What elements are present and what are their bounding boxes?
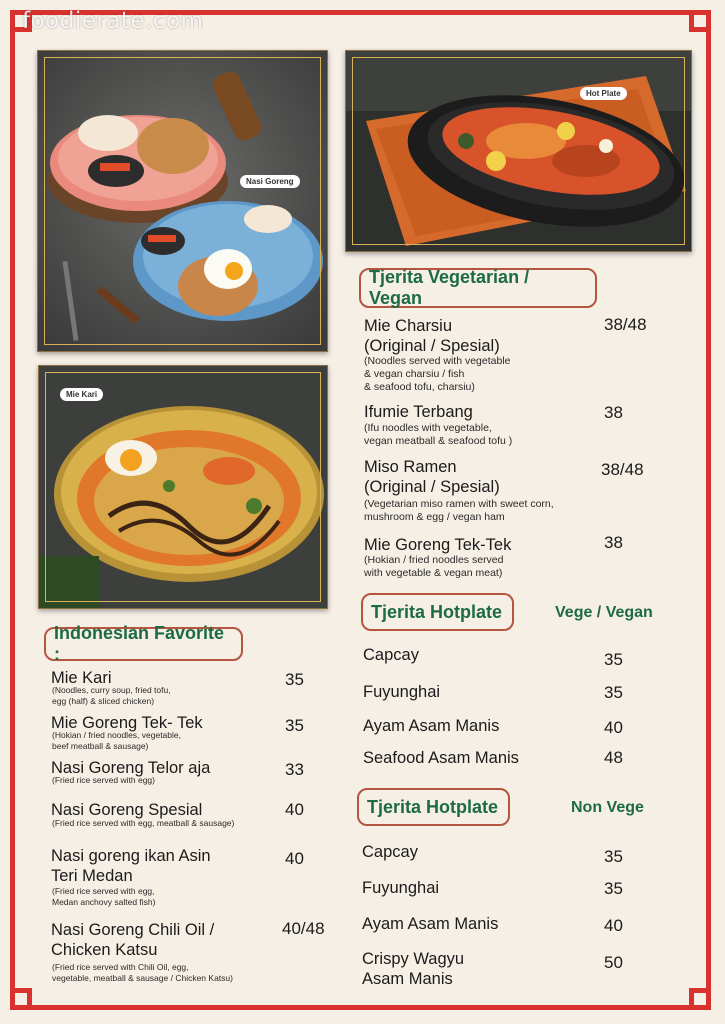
menu-item-price: 33	[285, 760, 304, 779]
menu-item-name: Ifumie Terbang	[364, 403, 473, 421]
menu-item-price: 35	[604, 847, 623, 866]
menu-item-name: Mie Kari	[51, 669, 112, 687]
hot-plate-photo	[345, 50, 692, 252]
menu-item-description: (Fried rice served with egg)	[52, 775, 155, 785]
mie-kari-photo	[38, 365, 328, 609]
menu-item-price: 40/48	[282, 919, 325, 938]
menu-item-description: (Fried rice served with egg, meatball & sausage)	[52, 818, 235, 828]
menu-item-price: 35	[604, 683, 623, 702]
hotplate-vege-title: Tjerita Hotplate	[361, 593, 514, 631]
menu-item-name: Crispy Wagyu Asam Manis	[362, 950, 465, 988]
menu-item-price: 40	[604, 916, 623, 935]
menu-item-description: (Hokian / fried noodles, vegetable, beef meatball & sausage)	[52, 730, 181, 751]
corner-ornament	[10, 988, 32, 1010]
menu-item-name: Capcay	[363, 646, 419, 664]
watermark: foodierate.com	[22, 8, 204, 34]
menu-item-description: (Ifu noodles with vegetable, vegan meatball & seafood tofu )	[364, 422, 513, 447]
menu-item-price: 38	[604, 533, 623, 552]
menu-item-name: Miso Ramen (Original / Spesial)	[364, 458, 500, 496]
corner-ornament	[689, 988, 711, 1010]
vege-vegan-label: Vege / Vegan	[555, 604, 653, 621]
mie-kari-illustration	[39, 366, 327, 608]
menu-item-price: 48	[604, 748, 623, 767]
menu-item-price: 35	[604, 650, 623, 669]
indonesian-favorite-title: Indonesian Favorite :	[44, 627, 243, 661]
menu-item-name: Mie Goreng Tek-Tek	[364, 536, 512, 554]
menu-item-name: Mie Goreng Tek- Tek	[51, 714, 203, 732]
menu-item-name: Fuyunghai	[363, 683, 441, 701]
menu-item-description: (Noodles, curry soup, fried tofu, egg (half) & sliced chicken)	[52, 685, 171, 706]
nasi-goreng-photo	[37, 50, 328, 352]
menu-item-name: Nasi Goreng Spesial	[51, 801, 203, 819]
menu-item-description: (Fried rice served with egg, Medan anchovy salted fish)	[52, 886, 156, 907]
menu-item-name: Ayam Asam Manis	[363, 717, 500, 735]
menu-item-name: Mie Charsiu (Original / Spesial)	[364, 317, 500, 355]
hot-plate-tag: Hot Plate	[580, 87, 627, 100]
menu-item-name: Capcay	[362, 843, 418, 861]
non-vege-label: Non Vege	[571, 799, 644, 816]
hot-plate-illustration	[346, 51, 691, 251]
menu-item-price: 38	[604, 403, 623, 422]
menu-item-name: Fuyunghai	[362, 879, 440, 897]
menu-item-name: Ayam Asam Manis	[362, 915, 499, 933]
menu-item-name: Nasi Goreng Chili Oil / Chicken Katsu	[51, 921, 215, 959]
menu-item-price: 40	[604, 718, 623, 737]
menu-item-name: Seafood Asam Manis	[363, 749, 519, 767]
menu-item-name: Nasi goreng ikan Asin Teri Medan	[51, 847, 211, 885]
menu-item-price: 38/48	[601, 460, 644, 479]
mie-kari-tag: Mie Kari	[60, 388, 103, 401]
menu-item-price: 40	[285, 800, 304, 819]
menu-item-price: 35	[285, 716, 304, 735]
nasi-goreng-illustration	[38, 51, 327, 351]
menu-item-description: (Vegetarian miso ramen with sweet corn, mushroom & egg / vegan ham	[364, 498, 554, 523]
menu-item-description: (Noodles served with vegetable & vegan charsiu / fish & seafood tofu, charsiu)	[364, 355, 511, 393]
menu-item-price: 38/48	[604, 315, 647, 334]
corner-ornament	[689, 10, 711, 32]
menu-item-price: 50	[604, 953, 623, 972]
vegetarian-section-title: Tjerita Vegetarian / Vegan	[359, 268, 597, 308]
menu-item-price: 35	[604, 879, 623, 898]
hotplate-nonvege-title: Tjerita Hotplate	[357, 788, 510, 826]
menu-item-price: 35	[285, 670, 304, 689]
menu-item-description: (Hokian / fried noodles served with vegetable & vegan meat)	[364, 554, 504, 579]
menu-item-description: (Fried rice served with Chili Oil, egg, vegetable, meatball & sausage / Chicken Katsu)	[52, 962, 233, 983]
nasi-goreng-tag: Nasi Goreng	[240, 175, 300, 188]
menu-item-price: 40	[285, 849, 304, 868]
menu-item-name: Nasi Goreng Telor aja	[51, 759, 211, 777]
